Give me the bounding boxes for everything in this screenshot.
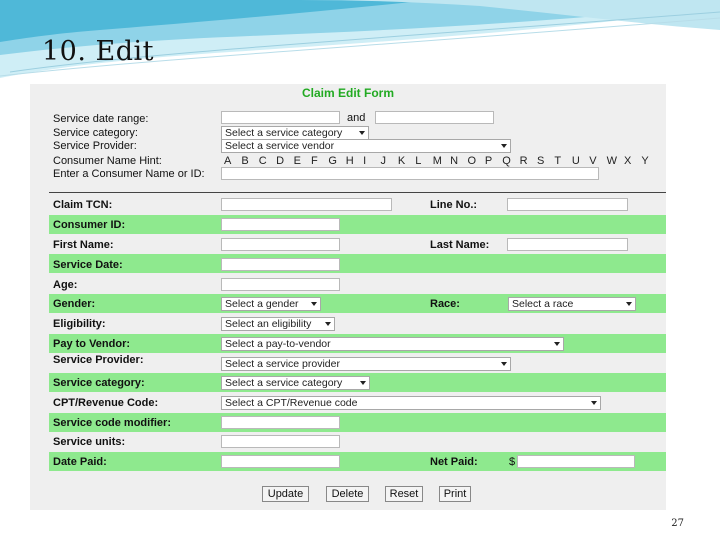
service-provider-field-label: Service Provider: xyxy=(53,354,144,366)
consumer-name-hint-label: Consumer Name Hint: xyxy=(53,155,162,167)
service-units-label: Service units: xyxy=(53,436,126,448)
last-name-label: Last Name: xyxy=(430,239,490,251)
claim-edit-form xyxy=(30,84,666,510)
chevron-down-icon xyxy=(591,401,597,405)
letter-link[interactable]: J xyxy=(380,155,387,167)
service-date-range-label: Service date range: xyxy=(53,113,149,125)
service-date-to-input[interactable] xyxy=(375,111,494,124)
letter-link[interactable]: D xyxy=(276,155,285,167)
letter-link[interactable]: P xyxy=(484,155,493,167)
letter-link[interactable]: F xyxy=(310,155,318,167)
line-no-label: Line No.: xyxy=(430,199,478,211)
search-service-vendor-select[interactable] xyxy=(221,139,511,153)
letter-link[interactable]: Y xyxy=(641,155,649,167)
pay-to-vendor-select[interactable] xyxy=(221,337,564,351)
search-service-category-select[interactable] xyxy=(221,126,369,140)
eligibility-select[interactable] xyxy=(221,317,335,331)
consumer-id-input[interactable] xyxy=(221,218,340,231)
currency-symbol: $ xyxy=(509,456,516,468)
service-date-label: Service Date: xyxy=(53,259,123,271)
chevron-down-icon xyxy=(311,302,317,306)
chevron-down-icon xyxy=(554,342,560,346)
slide-title: 10. Edit xyxy=(42,36,154,67)
enter-consumer-label: Enter a Consumer Name or ID: xyxy=(53,168,205,180)
claim-tcn-label: Claim TCN: xyxy=(53,199,113,211)
service-code-modifier-label: Service code modifier: xyxy=(53,417,171,429)
select-text: Select a service vendor xyxy=(225,140,335,152)
select-text: Select a race xyxy=(512,298,574,310)
cpt-revenue-code-select[interactable] xyxy=(221,396,601,410)
letter-link[interactable]: Q xyxy=(502,155,511,167)
net-paid-input[interactable] xyxy=(517,455,635,468)
letter-link[interactable]: N xyxy=(450,155,459,167)
chevron-down-icon xyxy=(626,302,632,306)
service-units-input[interactable] xyxy=(221,435,340,448)
chevron-down-icon xyxy=(501,362,507,366)
divider xyxy=(49,192,666,193)
line-no-input[interactable] xyxy=(507,198,628,211)
reset-button[interactable]: Reset xyxy=(385,486,423,502)
consumer-id-label: Consumer ID: xyxy=(53,219,126,231)
race-select[interactable] xyxy=(508,297,636,311)
service-code-modifier-input[interactable] xyxy=(221,416,340,429)
letter-link[interactable]: G xyxy=(328,155,337,167)
last-name-input[interactable] xyxy=(507,238,628,251)
chevron-down-icon xyxy=(501,144,507,148)
letter-link[interactable]: O xyxy=(467,155,477,167)
page-number: 27 xyxy=(671,518,684,529)
update-button[interactable]: Update xyxy=(262,486,309,502)
date-paid-input[interactable] xyxy=(221,455,340,468)
race-label: Race: xyxy=(430,298,460,310)
service-category-field-label: Service category: xyxy=(53,377,145,389)
first-name-label: First Name: xyxy=(53,239,114,251)
select-text: Select a service provider xyxy=(225,358,340,370)
gender-select[interactable] xyxy=(221,297,321,311)
service-category-label: Service category: xyxy=(53,127,138,139)
letter-link[interactable]: E xyxy=(293,155,301,167)
row-band xyxy=(49,254,666,273)
letter-link[interactable]: I xyxy=(363,155,367,167)
letter-link[interactable]: M xyxy=(432,155,442,167)
service-provider-label: Service Provider: xyxy=(53,140,137,152)
net-paid-label: Net Paid: xyxy=(430,456,478,468)
service-date-input[interactable] xyxy=(221,258,340,271)
letter-link[interactable]: X xyxy=(623,155,632,167)
eligibility-label: Eligibility: xyxy=(53,318,106,330)
letter-link[interactable]: L xyxy=(415,155,422,167)
row-band xyxy=(49,215,666,234)
letter-link[interactable]: C xyxy=(258,155,267,167)
letter-link[interactable]: V xyxy=(589,155,597,167)
gender-label: Gender: xyxy=(53,298,96,310)
letter-link[interactable]: R xyxy=(519,155,528,167)
letter-link[interactable]: H xyxy=(345,155,354,167)
chevron-down-icon xyxy=(360,381,366,385)
consumer-search-input[interactable] xyxy=(221,167,599,180)
date-paid-label: Date Paid: xyxy=(53,456,107,468)
chevron-down-icon xyxy=(359,131,365,135)
letter-link[interactable]: S xyxy=(537,155,545,167)
letter-link[interactable]: B xyxy=(241,155,249,167)
print-button[interactable]: Print xyxy=(439,486,471,502)
age-input[interactable] xyxy=(221,278,340,291)
letter-link[interactable]: K xyxy=(397,155,406,167)
select-text: Select a CPT/Revenue code xyxy=(225,397,358,409)
select-text: Select a service category xyxy=(225,377,343,389)
select-text: Select a gender xyxy=(225,298,299,310)
select-text: Select a pay-to-vendor xyxy=(225,338,331,350)
service-date-from-input[interactable] xyxy=(221,111,340,124)
letter-link[interactable]: T xyxy=(554,155,562,167)
service-provider-select[interactable] xyxy=(221,357,511,371)
select-text: Select a service category xyxy=(225,127,343,139)
letter-link[interactable]: U xyxy=(571,155,580,167)
cpt-revenue-code-label: CPT/Revenue Code: xyxy=(53,397,159,409)
age-label: Age: xyxy=(53,279,78,291)
select-text: Select an eligibility xyxy=(225,318,312,330)
pay-to-vendor-label: Pay to Vendor: xyxy=(53,338,131,350)
letter-link[interactable]: A xyxy=(224,155,232,167)
claim-tcn-input[interactable] xyxy=(221,198,392,211)
letter-link[interactable]: W xyxy=(606,155,617,167)
chevron-down-icon xyxy=(325,322,331,326)
service-category-select[interactable] xyxy=(221,376,370,390)
and-label: and xyxy=(347,112,366,124)
delete-button[interactable]: Delete xyxy=(326,486,369,502)
form-title: Claim Edit Form xyxy=(301,86,394,100)
first-name-input[interactable] xyxy=(221,238,340,251)
